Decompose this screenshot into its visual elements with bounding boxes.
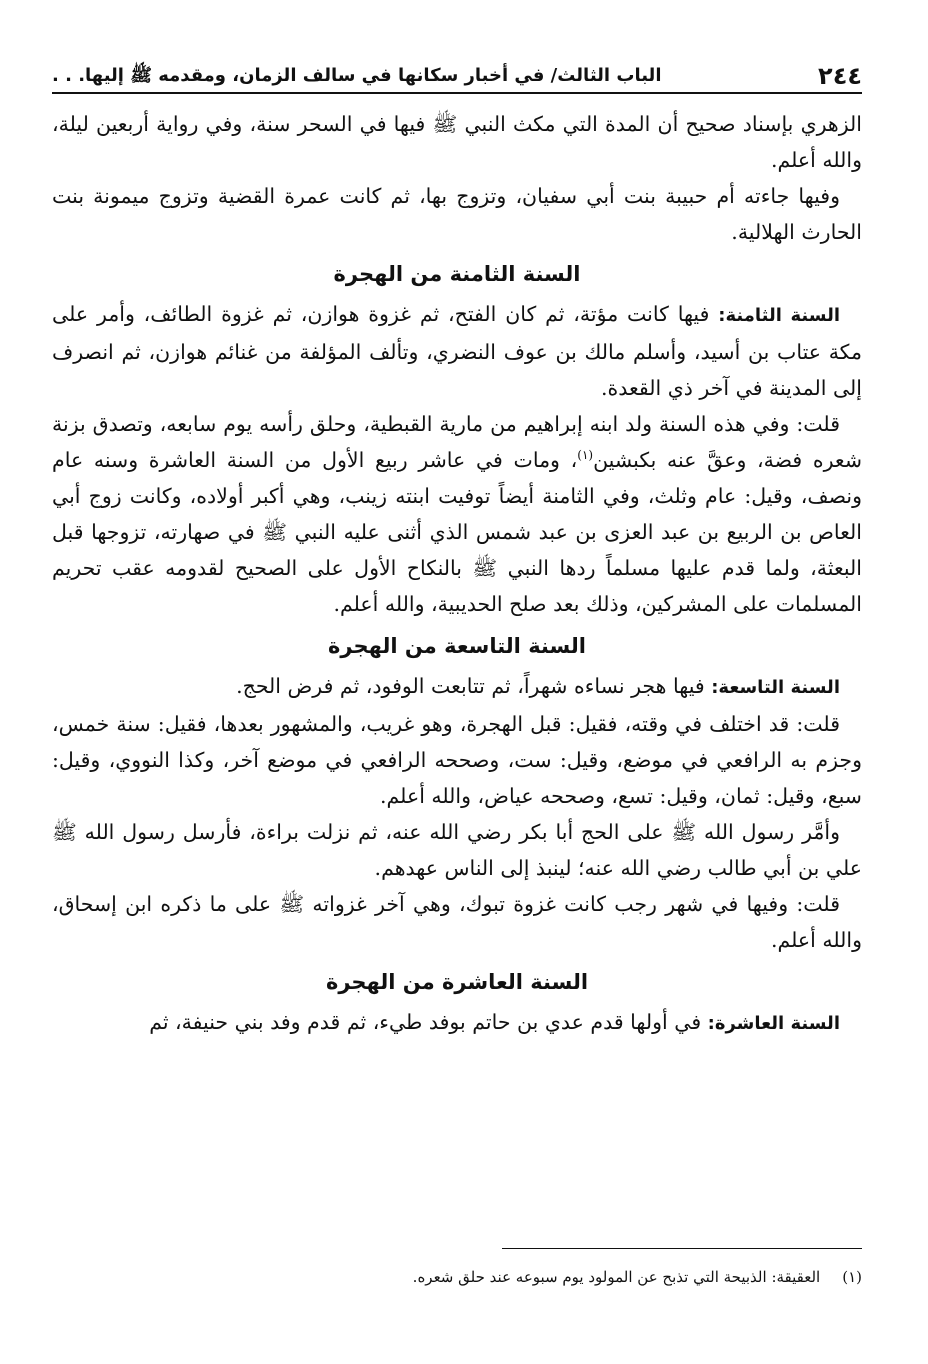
page-number: ٢٤٤ — [818, 62, 862, 90]
paragraph-5-text: فيها هجر نساءه شهراً، ثم تتابعت الوفود، ثم فرض الحج. — [236, 674, 712, 698]
lead-term-tenth: السنة العاشرة: — [707, 1013, 840, 1034]
paragraph-9 — [52, 1004, 862, 1042]
paragraph-3-text: فيها كانت مؤتة، ثم كان الفتح، ثم غزوة هوازن، ثم غزوة الطائف، وأمر على مكة عتاب بن أسيد، وأسلم مالك بن عوف النضري، وتألف المؤلفة من غنائم هوازن، ثم انصرف إلى المدينة في آخر ذي القعدة. — [52, 302, 862, 400]
paragraph-8: قلت: وفيها في شهر رجب كانت غزوة تبوك، وهي آخر غزواته ﷺ على ما ذكره ابن إسحاق، والله أعلم. — [52, 892, 862, 952]
footnote — [52, 1264, 862, 1290]
footnote-number: (١) — [842, 1268, 862, 1286]
heading-eighth-year: السنة الثامنة من الهجرة — [333, 262, 581, 286]
paragraph-2: وفيها جاءته أم حبيبة بنت أبي سفيان، وتزوج بها، ثم كانت عمرة القضية وتزوج ميمونة بنت الحارث الهلالية. — [52, 184, 862, 244]
footnote-divider — [502, 1248, 862, 1249]
running-head — [52, 50, 862, 94]
paragraph-1: الزهري بإسناد صحيح أن المدة التي مكث النبي ﷺ فيها في السحر سنة، وفي رواية أربعين ليلة، والله أعلم. — [52, 112, 862, 172]
paragraph-3 — [52, 296, 862, 406]
heading-ninth-year: السنة التاسعة من الهجرة — [328, 634, 586, 658]
paragraph-4 — [52, 406, 862, 622]
lead-term-ninth: السنة التاسعة: — [711, 677, 840, 698]
body-text — [52, 106, 862, 1042]
chapter-title: الباب الثالث/ في أخبار سكانها في سالف الزمان، ومقدمه ﷺ إليها. . . — [52, 65, 662, 86]
paragraph-5 — [52, 668, 862, 706]
paragraph-7: وأمَّر رسول الله ﷺ على الحج أبا بكر رضي الله عنه، ثم نزلت براءة، فأرسل رسول الله ﷺ علي بن أبي طالب رضي الله عنه؛ لينبذ إلى الناس عهدهم. — [52, 820, 862, 880]
paragraph-4-part-b: ، ومات في عاشر ربيع الأول من السنة العاشرة وسنه عام ونصف، وقيل: عام وثلث، وفي الثامنة أيضاً توفيت ابنته زينب، وهي أكبر أولاده، وكانت زوج أبي العاص بن الربيع بن عبد العزى بن عبد شمس الذي أثنى عليه النبي ﷺ في صهارته، تزوجها قبل البعثة، ولما قدم عليها مسلماً ردها النبي ﷺ بالنكاح الأول على الصحيح لقدومه عقب تحريم المسلمات على المشركين، وذلك بعد صلح الحديبية، والله أعلم. — [52, 448, 862, 616]
paragraph-6: قلت: قد اختلف في وقته، فقيل: قبل الهجرة، وهو غريب، والمشهور بعدها، فقيل: سنة خمس، وجزم به الرافعي في موضع، وقيل: ست، وصححه الرافعي في موضع آخر، وكذا النووي، وقيل: سبع، وقيل: ثمان، وقيل: تسع، وصححه عياض، والله أعلم. — [52, 712, 862, 808]
lead-term-eighth: السنة الثامنة: — [718, 305, 840, 326]
book-page — [52, 50, 862, 1330]
footnote-text: العقيقة: الذبيحة التي تذبح عن المولود يوم سبوعه عند حلق شعره. — [412, 1268, 821, 1286]
footnote-reference[interactable]: (١) — [577, 448, 594, 463]
heading-tenth-year: السنة العاشرة من الهجرة — [325, 970, 589, 994]
paragraph-9-text: في أولها قدم عدي بن حاتم بوفد طيء، ثم قدم وفد بني حنيفة، ثم — [149, 1010, 708, 1034]
paragraph-4-part-a: قلت: وفي هذه السنة ولد ابنه إبراهيم من مارية القبطية، وحلق رأسه يوم سابعه، وتصدق بزنة شعره فضة، وعقَّ عنه بكبشين — [52, 412, 863, 472]
